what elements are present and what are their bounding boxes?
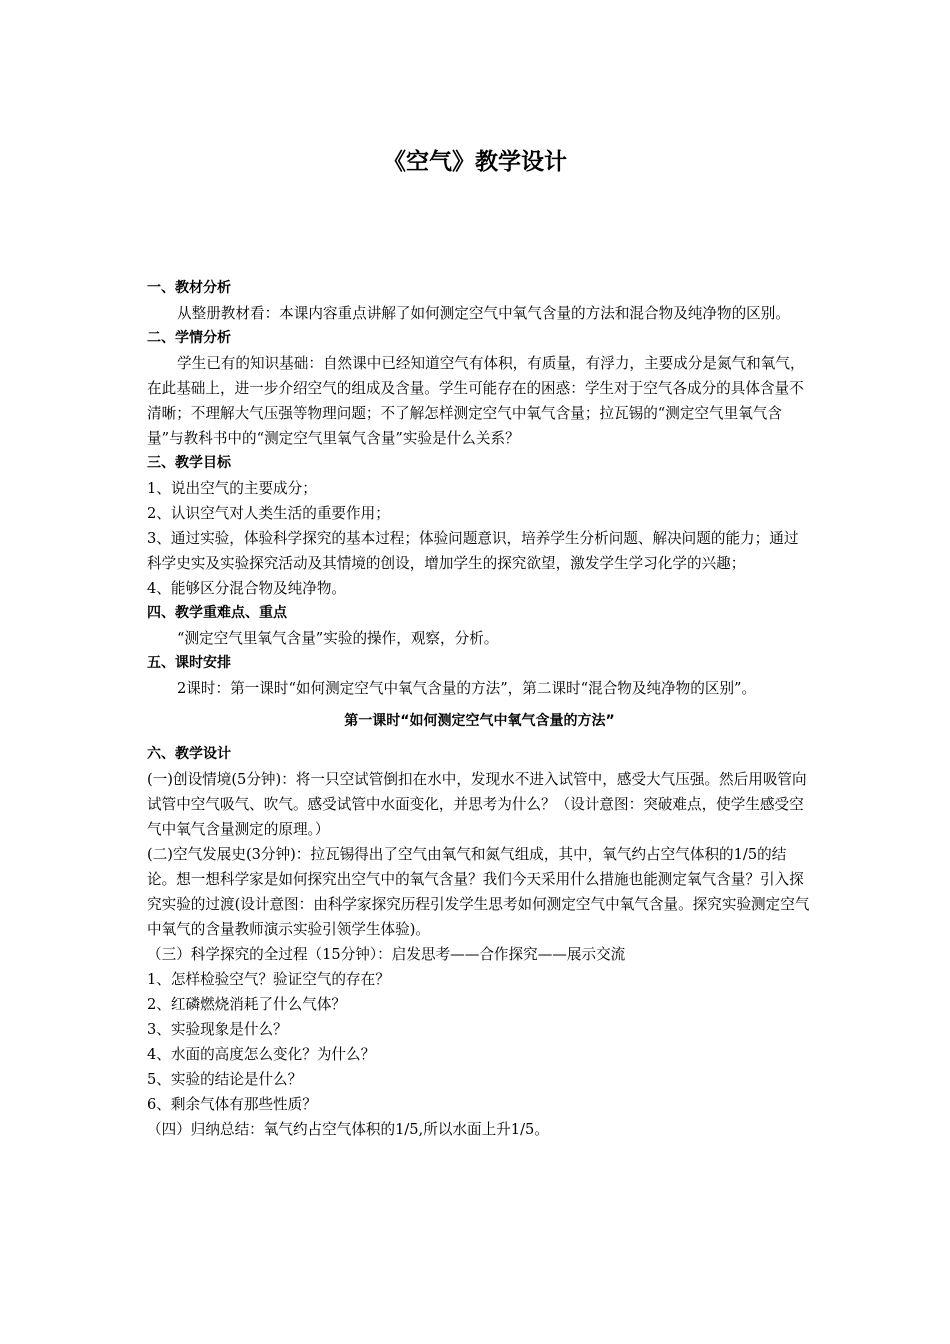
goal-item: 1、说出空气的主要成分； — [147, 480, 317, 497]
design-step-2: (二)空气发展史(3分钟)：拉瓦锡得出了空气由氧气和氮气组成，其中，氧气约占空气体积的1/5的结论。想一想科学家是如何探究出空气中的氧气含量？我们今天采用什么措施也能测定氧气含量？引入探究实验的过渡(设计意图：由科学家探究历程引发学生思考如何测定空气中氧气含量。探究实验测定空气中氧气的含量教师演示实验引领学生体验)。 — [147, 846, 810, 938]
section-heading-schedule: 五、课时安排 — [147, 655, 231, 671]
section-paragraph-schedule: 2课时：第一课时“如何测定空气中氧气含量的方法”，第二课时“混合物及纯净物的区别”。 — [177, 680, 757, 697]
section-paragraph-key-points: “测定空气里氧气含量”实验的操作，观察，分析。 — [177, 630, 499, 647]
design-step-4: （四）归纳总结：氧气约占空气体积的1/5,所以水面上升1/5。 — [147, 1121, 549, 1138]
lesson-heading: 第一课时“如何测定空气中氧气含量的方法” — [344, 713, 615, 729]
document-body — [147, 276, 812, 1142]
design-step-1: (一)创设情境(5分钟)：将一只空试管倒扣在水中，发现水不进入试管中，感受大气压强。然后用吸管向试管中空气吸气、吹气。感受试管中水面变化，并思考为什么？（设计意图：突破难点，使学生感受空气中氧气含量测定的原理。） — [147, 771, 807, 838]
section-paragraph-students: 学生已有的知识基础：自然课中已经知道空气有体积，有质量，有浮力，主要成分是氮气和氧气，在此基础上，进一步介绍空气的组成及含量。学生可能存在的困惑：学生对于空气各成分的具体含量不清晰；不理解大气压强等物理问题；不了解怎样测定空气中氧气含量；拉瓦锡的“测定空气里氧气含量”与教科书中的“测定空气里氧气含量”实验是什么关系？ — [147, 355, 805, 447]
question-item: 5、实验的结论是什么？ — [147, 1071, 303, 1088]
section-heading-goals: 三、教学目标 — [147, 455, 231, 471]
question-item: 6、剩余气体有那些性质？ — [147, 1096, 317, 1113]
question-item: 4、水面的高度怎么变化？为什么？ — [147, 1046, 376, 1063]
section-paragraph-materials: 从整册教材看：本课内容重点讲解了如何测定空气中氧气含量的方法和混合物及纯净物的区别。 — [177, 305, 790, 322]
question-item: 2、红磷燃烧消耗了什么气体？ — [147, 996, 347, 1013]
page-title: 《空气》教学设计 — [383, 149, 567, 175]
section-heading-design: 六、教学设计 — [147, 746, 231, 762]
section-heading-key-points: 四、教学重难点、重点 — [147, 605, 287, 621]
question-item: 3、实验现象是什么？ — [147, 1021, 288, 1038]
question-item: 1、怎样检验空气？验证空气的存在？ — [147, 971, 390, 988]
section-heading-materials: 一、教材分析 — [147, 280, 231, 296]
section-heading-students: 二、学情分析 — [147, 330, 231, 346]
goal-item: 2、认识空气对人类生活的重要作用； — [147, 505, 390, 522]
goal-item: 4、能够区分混合物及纯净物。 — [147, 580, 347, 597]
design-step-3: （三）科学探究的全过程（15分钟）：启发思考——合作探究——展示交流 — [147, 946, 626, 963]
goal-item: 3、通过实验，体验科学探究的基本过程；体验问题意识，培养学生分析问题、解决问题的能力；通过科学史实及实验探究活动及其情境的创设，增加学生的探究欲望，激发学生学习化学的兴趣； — [147, 530, 799, 572]
